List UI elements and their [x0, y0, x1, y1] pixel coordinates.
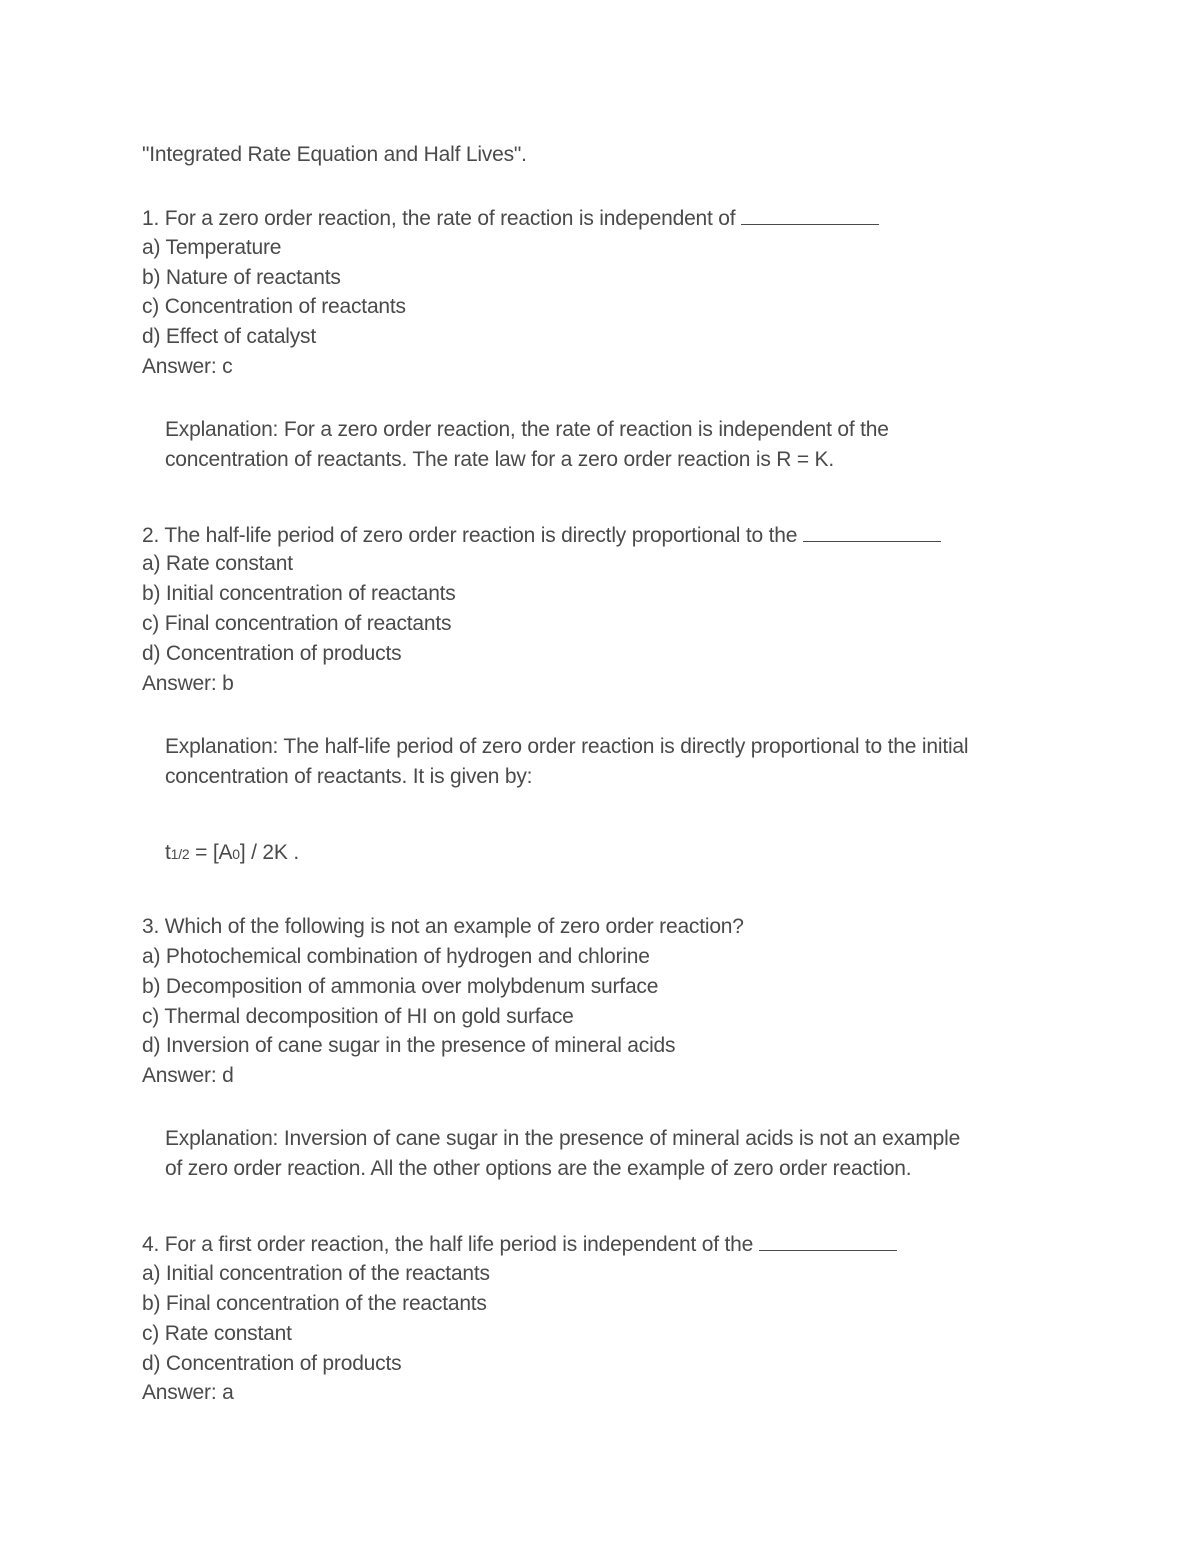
- q2-option-d: d) Concentration of products: [142, 642, 402, 665]
- q2-explanation-line-2: concentration of reactants. It is given by:: [165, 765, 533, 788]
- question-2: [142, 521, 941, 549]
- question-1-text: 1. For a zero order reaction, the rate of reaction is independent of: [142, 207, 736, 230]
- q3-option-b: b) Decomposition of ammonia over molybdenum surface: [142, 975, 659, 998]
- q2-option-b: b) Initial concentration of reactants: [142, 582, 456, 605]
- q1-explanation-line-1: Explanation: For a zero order reaction, the rate of reaction is independent of the: [165, 418, 889, 441]
- q3-option-d: d) Inversion of cane sugar in the presence of mineral acids: [142, 1034, 676, 1057]
- answer-blank: [759, 1230, 897, 1251]
- q2-option-a: a) Rate constant: [142, 552, 293, 575]
- q1-option-d: d) Effect of catalyst: [142, 325, 316, 348]
- q2-option-c: c) Final concentration of reactants: [142, 612, 452, 635]
- q1-answer: Answer: c: [142, 355, 233, 378]
- half-life-formula: t1/2 = [A0] / 2K .: [165, 841, 299, 864]
- q1-option-b: b) Nature of reactants: [142, 266, 341, 289]
- q3-option-a: a) Photochemical combination of hydrogen and chlorine: [142, 945, 650, 968]
- question-4: [142, 1230, 897, 1258]
- question-2-text: 2. The half-life period of zero order reaction is directly proportional to the: [142, 524, 798, 547]
- q3-answer: Answer: d: [142, 1064, 234, 1087]
- q4-option-a: a) Initial concentration of the reactants: [142, 1262, 490, 1285]
- answer-blank: [803, 521, 941, 542]
- question-1: [142, 204, 879, 232]
- q3-option-c: c) Thermal decomposition of HI on gold surface: [142, 1005, 574, 1028]
- question-4-text: 4. For a first order reaction, the half life period is independent of the: [142, 1233, 754, 1256]
- q1-option-a: a) Temperature: [142, 236, 282, 259]
- q3-explanation-line-1: Explanation: Inversion of cane sugar in the presence of mineral acids is not an example: [165, 1127, 961, 1150]
- q4-option-c: c) Rate constant: [142, 1322, 292, 1345]
- q4-option-d: d) Concentration of products: [142, 1352, 402, 1375]
- q4-answer: Answer: a: [142, 1381, 234, 1404]
- q3-explanation-line-2: of zero order reaction. All the other options are the example of zero order reaction.: [165, 1157, 912, 1180]
- q2-explanation-line-1: Explanation: The half-life period of zero order reaction is directly proportional to the initial: [165, 735, 969, 758]
- q1-explanation-line-2: concentration of reactants. The rate law for a zero order reaction is R = K.: [165, 448, 835, 471]
- answer-blank: [741, 204, 879, 225]
- question-3: 3. Which of the following is not an example of zero order reaction?: [142, 915, 744, 938]
- q2-answer: Answer: b: [142, 672, 234, 695]
- q4-option-b: b) Final concentration of the reactants: [142, 1292, 487, 1315]
- q1-option-c: c) Concentration of reactants: [142, 295, 406, 318]
- document-title: "Integrated Rate Equation and Half Lives".: [142, 143, 527, 166]
